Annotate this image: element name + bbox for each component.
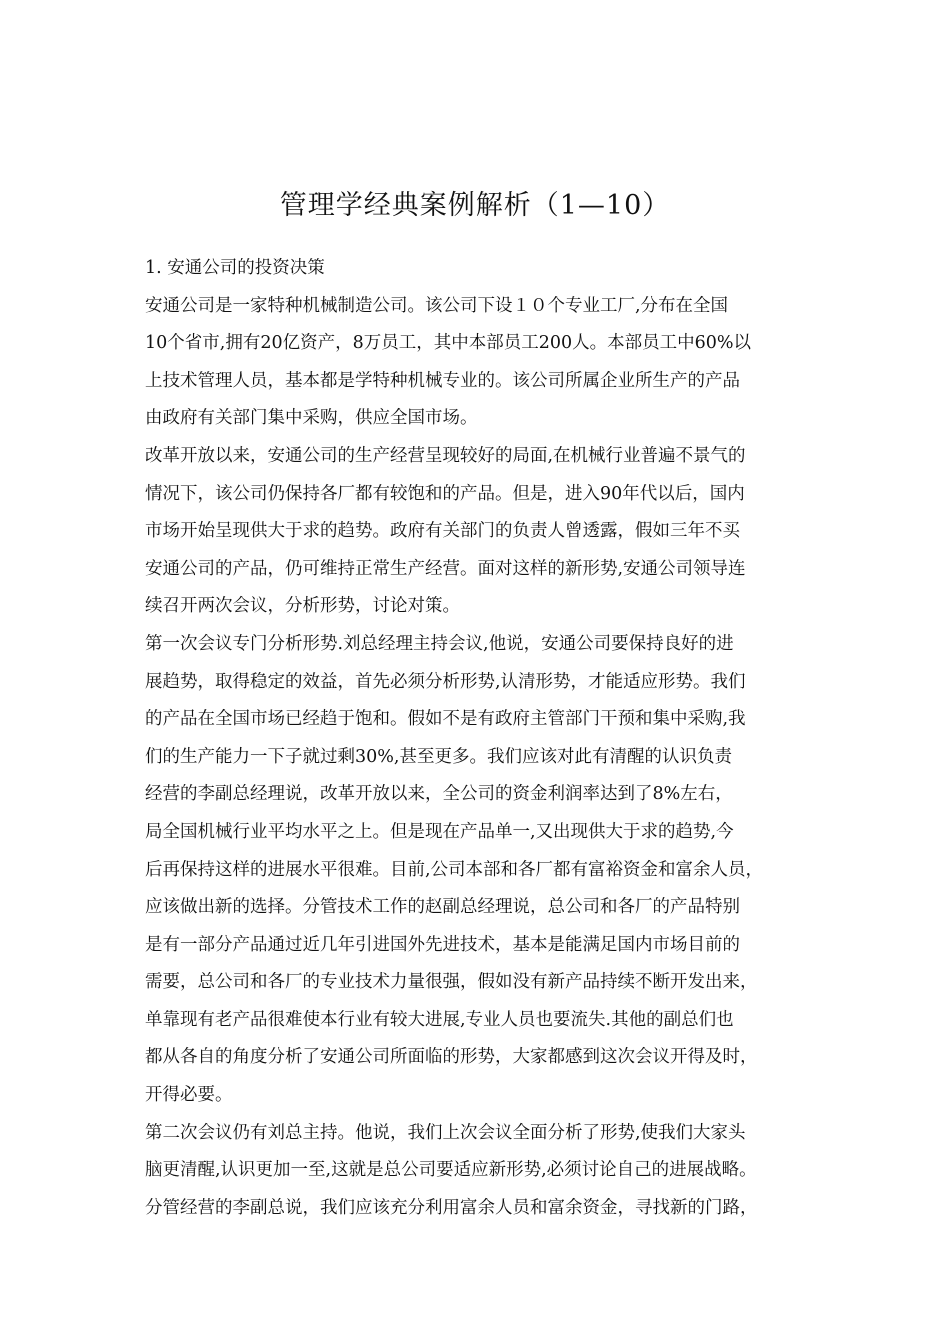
text-line: 开得必要。 [145, 1085, 233, 1106]
text-line: 后再保持这样的进展水平很难。目前,公司本部和各厂都有富裕资金和富余人员， [145, 859, 764, 880]
text-line: 情况下，该公司仍保持各厂都有较饱和的产品。但是，进入90年代以后，国内 [145, 483, 745, 504]
text-line: 续召开两次会议，分析形势，讨论对策。 [145, 596, 460, 617]
text-line: 是有一部分产品通过近几年引进国外先进技术，基本是能满足国内市场目前的 [145, 934, 740, 955]
text-line: 市场开始呈现供大于求的趋势。政府有关部门的负责人曾透露，假如三年不买 [145, 521, 740, 542]
text-line: 1. 安通公司的投资决策 [145, 258, 325, 278]
text-line: 们的生产能力一下子就过剩30%,甚至更多。我们应该对此有清醒的认识负责 [145, 746, 732, 767]
text-line: 脑更清醒,认识更加一至,这就是总公司要适应新形势,必须讨论自己的进展战略。 [145, 1160, 757, 1181]
text-line: 都从各自的角度分析了安通公司所面临的形势，大家都感到这次会议开得及时， [145, 1047, 758, 1068]
text-line: 分管经营的李副总说，我们应该充分利用富余人员和富余资金，寻找新的门路， [145, 1197, 758, 1218]
document-body [145, 250, 825, 1227]
document-title: 管理学经典案例解析（1—10） [279, 190, 671, 221]
text-line: 安通公司是一家特种机械制造公司。该公司下设１０个专业工厂,分布在全国 [145, 295, 729, 316]
text-line: 第一次会议专门分析形势.刘总经理主持会议,他说，安通公司要保持良好的进 [145, 633, 734, 654]
text-line: 第二次会议仍有刘总主持。他说，我们上次会议全面分析了形势,使我们大家头 [145, 1122, 746, 1143]
text-line: 单靠现有老产品很难使本行业有较大进展,专业人员也要流失.其他的副总们也 [145, 1009, 734, 1030]
text-line: 经营的李副总经理说，改革开放以来，全公司的资金利润率达到了8%左右， [145, 784, 733, 805]
text-line: 上技术管理人员，基本都是学特种机械专业的。该公司所属企业所生产的产品 [145, 370, 740, 391]
text-line: 改革开放以来，安通公司的生产经营呈现较好的局面,在机械行业普遍不景气的 [145, 445, 746, 466]
text-line: 由政府有关部门集中采购，供应全国市场。 [145, 408, 478, 429]
text-line: 应该做出新的选择。分管技术工作的赵副总经理说，总公司和各厂的产品特别 [145, 897, 740, 918]
text-line: 10个省市,拥有20亿资产，8万员工，其中本部员工200人。本部员工中60%以 [145, 333, 752, 354]
text-line: 需要，总公司和各厂的专业技术力量很强，假如没有新产品持续不断开发出来， [145, 972, 758, 993]
text-line: 的产品在全国市场已经趋于饱和。假如不是有政府主管部门干预和集中采购,我 [145, 709, 746, 730]
text-line: 局全国机械行业平均水平之上。但是现在产品单一,又出现供大于求的趋势,今 [145, 821, 734, 842]
text-line: 展趋势，取得稳定的效益，首先必须分析形势,认清形势，才能适应形势。我们 [145, 671, 746, 692]
text-line: 安通公司的产品，仍可维持正常生产经营。面对这样的新形势,安通公司领导连 [145, 558, 746, 579]
